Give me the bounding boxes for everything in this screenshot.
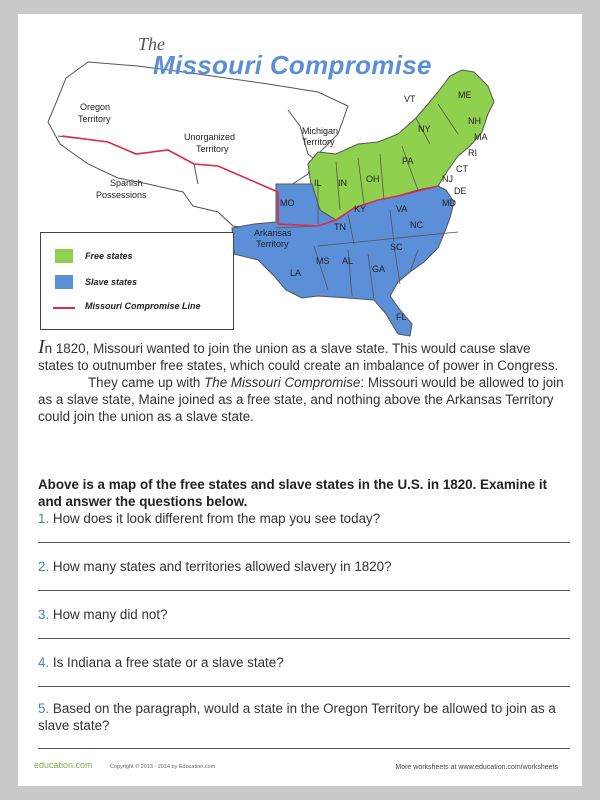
drop-cap: I — [38, 336, 45, 358]
state-pa: PA — [402, 156, 414, 166]
state-il: IL — [314, 178, 322, 188]
instructions: Above is a map of the free states and slave states in the U.S. in 1820. Examine it and answer the questions below. — [38, 477, 548, 509]
state-ms: MS — [316, 256, 330, 266]
label-unorganized-1: Unorganized — [184, 132, 236, 142]
label-spanish-1: Spanish — [110, 178, 143, 188]
title-prefix: The — [138, 34, 165, 54]
answer-line-5[interactable] — [38, 748, 570, 749]
state-ma: MA — [474, 132, 488, 142]
page-title: Missouri Compromise — [153, 50, 432, 80]
footer-copyright: Copyright © 2013 - 2014 by Education.com — [110, 764, 216, 770]
state-nc: NC — [410, 220, 423, 230]
slave-states-swatch — [55, 275, 73, 289]
legend-line-label: Missouri Compromise Line — [85, 301, 201, 311]
question-text: Based on the paragraph, would a state in the Oregon Territory be allowed to join as a slave state? — [38, 701, 556, 733]
label-unorganized-2: Territory — [196, 144, 229, 154]
label-michigan-2: Territory — [302, 137, 335, 147]
free-states-swatch — [55, 249, 73, 263]
legend-free-label: Free states — [85, 251, 133, 261]
question-text: How does it look different from the map you see today? — [52, 511, 381, 526]
question-4 — [38, 654, 568, 671]
state-vt: VT — [404, 94, 416, 104]
question-number: 5. — [38, 701, 50, 716]
state-me: ME — [458, 90, 472, 100]
footer-more-worksheets: More worksheets at www.education.com/worksheets — [395, 764, 558, 771]
paragraph-2-italic: The Missouri Compromise — [204, 375, 361, 390]
paragraph-2-start: They came up with — [88, 375, 205, 390]
question-number: 3. — [38, 607, 50, 622]
education-logo: education.com — [34, 760, 93, 770]
label-michigan-1: Michigan — [302, 126, 339, 136]
state-sc: SC — [390, 242, 403, 252]
state-ga: GA — [372, 264, 386, 274]
question-number: 4. — [38, 655, 50, 670]
state-md: MD — [442, 198, 456, 208]
label-spanish-2: Possessions — [96, 190, 147, 200]
question-1 — [38, 510, 568, 527]
answer-line-3[interactable] — [38, 638, 570, 639]
state-al: AL — [342, 256, 354, 266]
question-text: How many states and territories allowed slavery in 1820? — [52, 559, 392, 574]
map-legend — [40, 232, 234, 330]
state-mo: MO — [280, 198, 295, 208]
state-ri: RI — [468, 148, 477, 158]
state-de: DE — [454, 186, 467, 196]
question-2 — [38, 558, 568, 575]
state-ct: CT — [456, 164, 468, 174]
label-arkansas-1: Arkansas — [254, 228, 292, 238]
question-text: How many did not? — [52, 607, 168, 622]
worksheet-page — [18, 14, 582, 786]
question-3 — [38, 606, 568, 623]
compromise-line-swatch — [53, 307, 75, 309]
state-ky: KY — [354, 204, 367, 214]
state-la: LA — [290, 268, 302, 278]
paragraph-2 — [38, 374, 568, 425]
answer-line-1[interactable] — [38, 542, 570, 543]
intro-paragraph — [38, 336, 568, 425]
question-5 — [38, 700, 568, 734]
answer-line-2[interactable] — [38, 590, 570, 591]
paragraph-1-text: n 1820, Missouri wanted to join the union as a slave state. This would cause slave states to outnumber free states, which could create an imbalance of power in Congress. — [38, 341, 559, 373]
state-nh: NH — [468, 116, 481, 126]
answer-line-4[interactable] — [38, 686, 570, 687]
state-tn: TN — [334, 222, 346, 232]
state-fl: FL — [396, 312, 407, 322]
label-oregon-1: Oregon — [80, 102, 111, 112]
state-in: IN — [338, 178, 347, 188]
legend-slave-label: Slave states — [85, 277, 138, 287]
question-number: 2. — [38, 559, 50, 574]
question-text: Is Indiana a free state or a slave state? — [52, 655, 284, 670]
paragraph-1 — [38, 336, 568, 374]
state-va: VA — [396, 204, 408, 214]
paragraph-2-rest: : Missouri would be allowed to join as a slave state, Maine joined as a free state, and nothing above the Arkansas Territory could join the union as a slave state. — [38, 375, 564, 424]
label-arkansas-2: Territory — [256, 239, 289, 249]
question-number: 1. — [38, 511, 50, 526]
state-nj: NJ — [442, 174, 453, 184]
label-oregon-2: Territory — [78, 114, 111, 124]
state-ny: NY — [418, 124, 431, 134]
state-oh: OH — [366, 174, 380, 184]
